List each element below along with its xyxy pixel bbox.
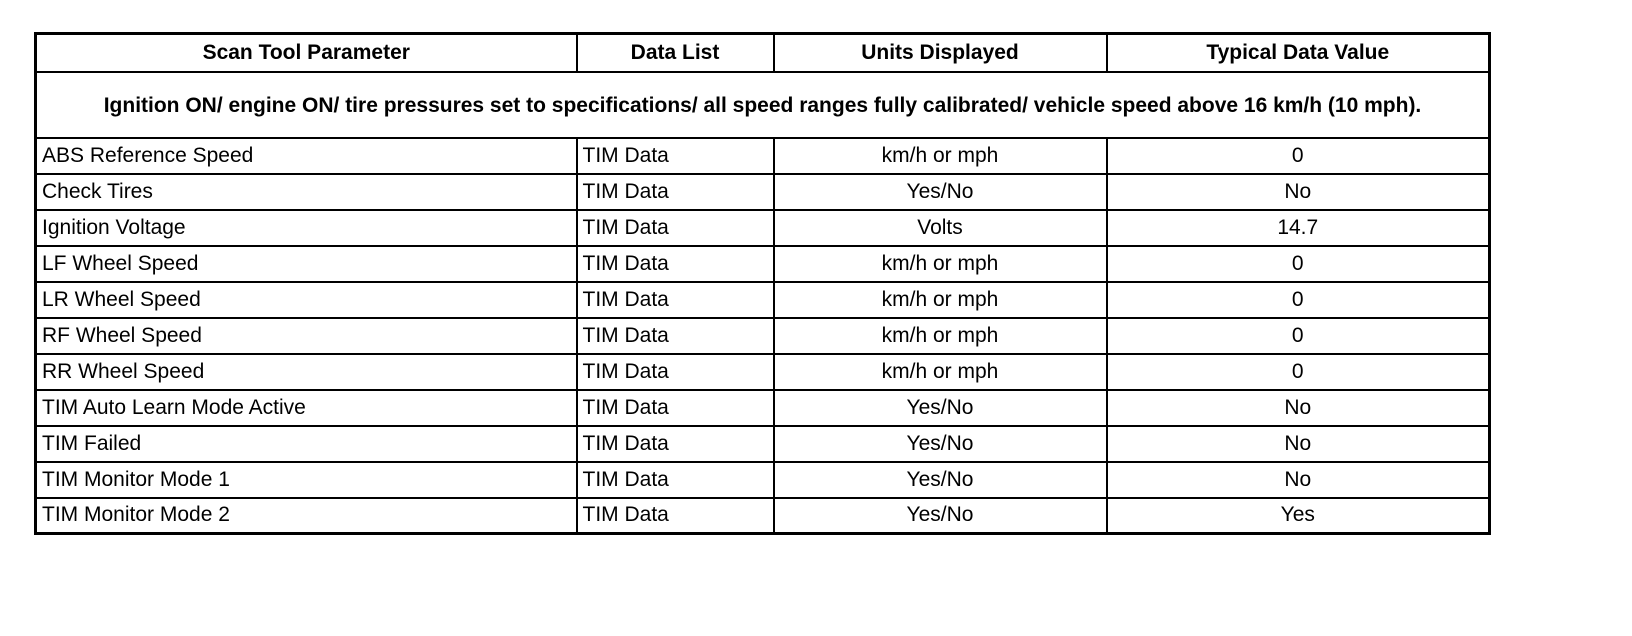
- table-row: [36, 498, 1490, 534]
- cell-data-list: TIM Data: [577, 174, 774, 210]
- cell-parameter: LF Wheel Speed: [36, 246, 577, 282]
- cell-units: km/h or mph: [774, 354, 1107, 390]
- cell-units: Yes/No: [774, 390, 1107, 426]
- cell-data-list: TIM Data: [577, 246, 774, 282]
- cell-units: Yes/No: [774, 174, 1107, 210]
- scan-tool-data-table-container: [34, 32, 1491, 535]
- cell-units: Yes/No: [774, 462, 1107, 498]
- cell-units: km/h or mph: [774, 246, 1107, 282]
- header-units-displayed: Units Displayed: [774, 34, 1107, 72]
- table-row: [36, 318, 1490, 354]
- cell-data-list: TIM Data: [577, 282, 774, 318]
- table-row: [36, 282, 1490, 318]
- scan-tool-data-table: [34, 32, 1491, 535]
- cell-typical-value: 14.7: [1107, 210, 1490, 246]
- condition-text: Ignition ON/ engine ON/ tire pressures set to specifications/ all speed ranges fully calibrated/ vehicle speed above 16 km/h (10 mph).: [36, 72, 1490, 138]
- cell-parameter: TIM Monitor Mode 1: [36, 462, 577, 498]
- header-scan-tool-parameter: Scan Tool Parameter: [36, 34, 577, 72]
- cell-parameter: Check Tires: [36, 174, 577, 210]
- table-row: [36, 354, 1490, 390]
- cell-parameter: RR Wheel Speed: [36, 354, 577, 390]
- cell-parameter: RF Wheel Speed: [36, 318, 577, 354]
- cell-units: Volts: [774, 210, 1107, 246]
- cell-typical-value: No: [1107, 426, 1490, 462]
- cell-parameter: LR Wheel Speed: [36, 282, 577, 318]
- cell-data-list: TIM Data: [577, 354, 774, 390]
- cell-typical-value: No: [1107, 174, 1490, 210]
- cell-parameter: TIM Auto Learn Mode Active: [36, 390, 577, 426]
- cell-parameter: ABS Reference Speed: [36, 138, 577, 174]
- cell-typical-value: 0: [1107, 318, 1490, 354]
- table-row: [36, 390, 1490, 426]
- cell-data-list: TIM Data: [577, 138, 774, 174]
- header-data-list: Data List: [577, 34, 774, 72]
- cell-typical-value: 0: [1107, 354, 1490, 390]
- table-row: [36, 174, 1490, 210]
- table-header-row: [36, 34, 1490, 72]
- cell-typical-value: 0: [1107, 138, 1490, 174]
- table-body: [36, 72, 1490, 534]
- cell-data-list: TIM Data: [577, 318, 774, 354]
- cell-units: Yes/No: [774, 426, 1107, 462]
- cell-typical-value: No: [1107, 390, 1490, 426]
- cell-typical-value: Yes: [1107, 498, 1490, 534]
- table-row: [36, 210, 1490, 246]
- cell-parameter: Ignition Voltage: [36, 210, 577, 246]
- cell-data-list: TIM Data: [577, 390, 774, 426]
- cell-data-list: TIM Data: [577, 210, 774, 246]
- cell-parameter: TIM Monitor Mode 2: [36, 498, 577, 534]
- cell-units: km/h or mph: [774, 282, 1107, 318]
- cell-units: km/h or mph: [774, 318, 1107, 354]
- cell-parameter: TIM Failed: [36, 426, 577, 462]
- cell-units: Yes/No: [774, 498, 1107, 534]
- cell-data-list: TIM Data: [577, 426, 774, 462]
- cell-typical-value: 0: [1107, 282, 1490, 318]
- table-row: [36, 462, 1490, 498]
- header-typical-data-value: Typical Data Value: [1107, 34, 1490, 72]
- table-row: [36, 138, 1490, 174]
- cell-data-list: TIM Data: [577, 462, 774, 498]
- cell-typical-value: No: [1107, 462, 1490, 498]
- cell-typical-value: 0: [1107, 246, 1490, 282]
- cell-data-list: TIM Data: [577, 498, 774, 534]
- cell-units: km/h or mph: [774, 138, 1107, 174]
- table-row: [36, 246, 1490, 282]
- condition-row: [36, 72, 1490, 138]
- table-row: [36, 426, 1490, 462]
